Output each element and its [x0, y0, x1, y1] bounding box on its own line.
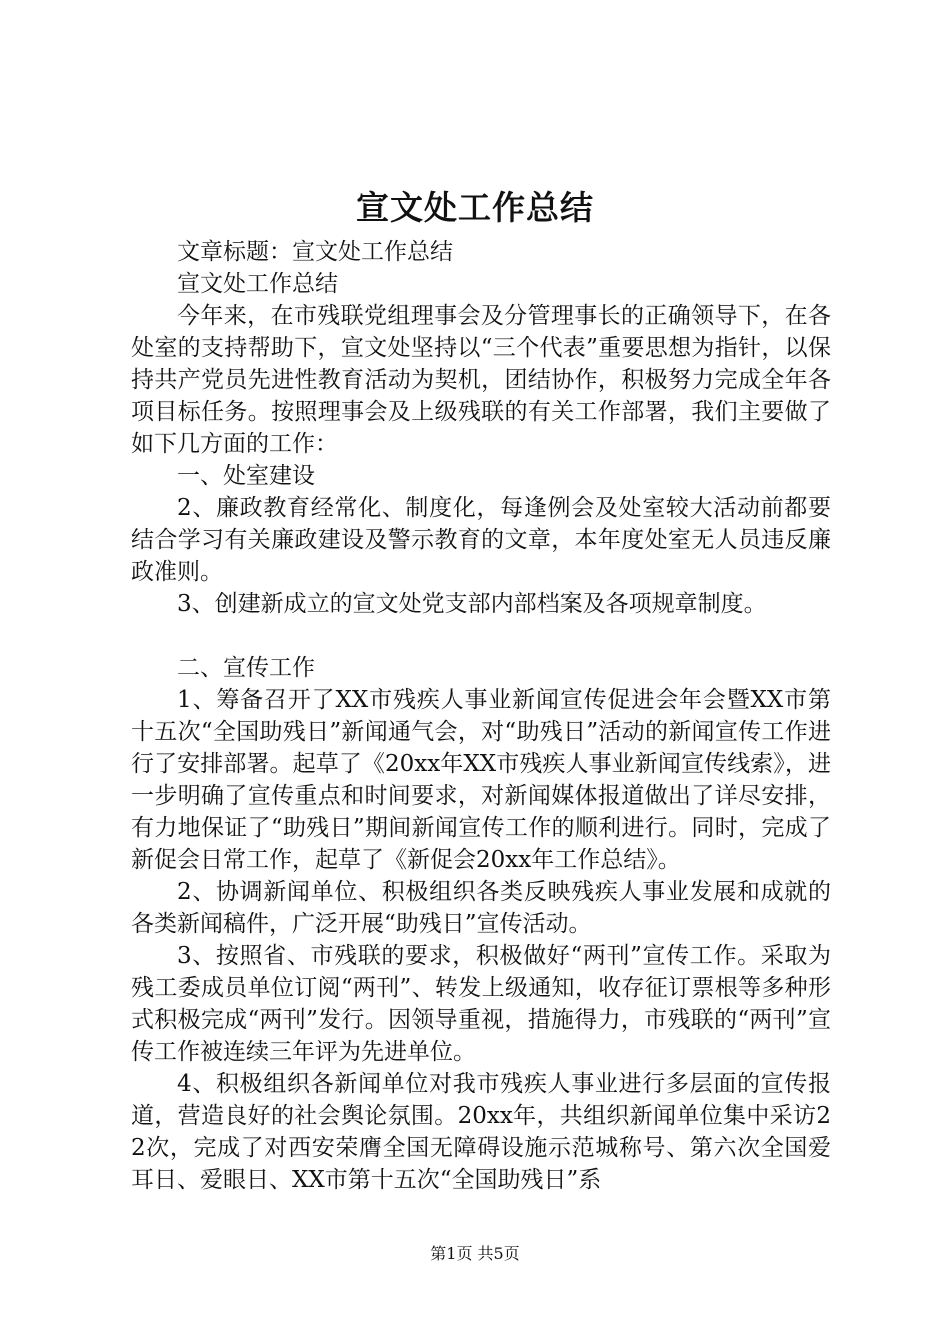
- paragraph-article-title: 文章标题：宣文处工作总结: [177, 239, 453, 265]
- paragraph-intro: 今年来，在市残联党组理事会及分管理事长的正确领导下，在各处室的支持帮助下，宣文处坚持以“三个代表”重要思想为指针，以保持共产党员先进性教育活动为契机，团结协作，积极努力完成全年各项目标任务。按照理事会及上级残联的有关工作部署，我们主要做了如下几方面的工作：: [131, 303, 831, 457]
- paragraph-publicity-4: 4、积极组织各新闻单位对我市残疾人事业进行多层面的宣传报道，营造良好的社会舆论氛围。20xx年，共组织新闻单位集中采访22次，完成了对西安荣膺全国无障碍设施示范城称号、第六次全国爱耳日、爱眼日、XX市第十五次“全国助残日”系: [131, 1071, 831, 1193]
- paragraph-publicity-2: 2、协调新闻单位、积极组织各类反映残疾人事业发展和成就的各类新闻稿件，广泛开展“助残日”宣传活动。: [131, 879, 831, 937]
- section-heading-publicity: 二、宣传工作: [177, 655, 315, 681]
- section-heading-office: 一、处室建设: [177, 463, 315, 489]
- paragraph-office-3: 3、创建新成立的宣文处党支部内部档案及各项规章制度。: [177, 591, 767, 617]
- paragraph-subtitle: 宣文处工作总结: [177, 271, 338, 297]
- document-body: [131, 236, 831, 1196]
- paragraph-publicity-3: 3、按照省、市残联的要求，积极做好“两刊”宣传工作。采取为残工委成员单位订阅“两刊”、转发上级通知，收存征订票根等多种形式积极完成“两刊”发行。因领导重视，措施得力，市残联的“两刊”宣传工作被连续三年评为先进单位。: [131, 943, 831, 1065]
- document-title: 宣文处工作总结: [356, 188, 594, 227]
- page-footer: 第1页 共5页: [430, 1244, 520, 1263]
- blank-line: [131, 620, 831, 652]
- paragraph-office-2: 2、廉政教育经常化、制度化，每逢例会及处室较大活动前都要结合学习有关廉政建设及警示教育的文章，本年度处室无人员违反廉政准则。: [131, 495, 831, 585]
- paragraph-publicity-1: 1、筹备召开了XX市残疾人事业新闻宣传促进会年会暨XX市第十五次“全国助残日”新闻通气会，对“助残日”活动的新闻宣传工作进行了安排部署。起草了《20xx年XX市残疾人事业新闻宣传线索》，进一步明确了宣传重点和时间要求，对新闻媒体报道做出了详尽安排，有力地保证了“助残日”期间新闻宣传工作的顺利进行。同时，完成了新促会日常工作，起草了《新促会20xx年工作总结》。: [131, 687, 831, 873]
